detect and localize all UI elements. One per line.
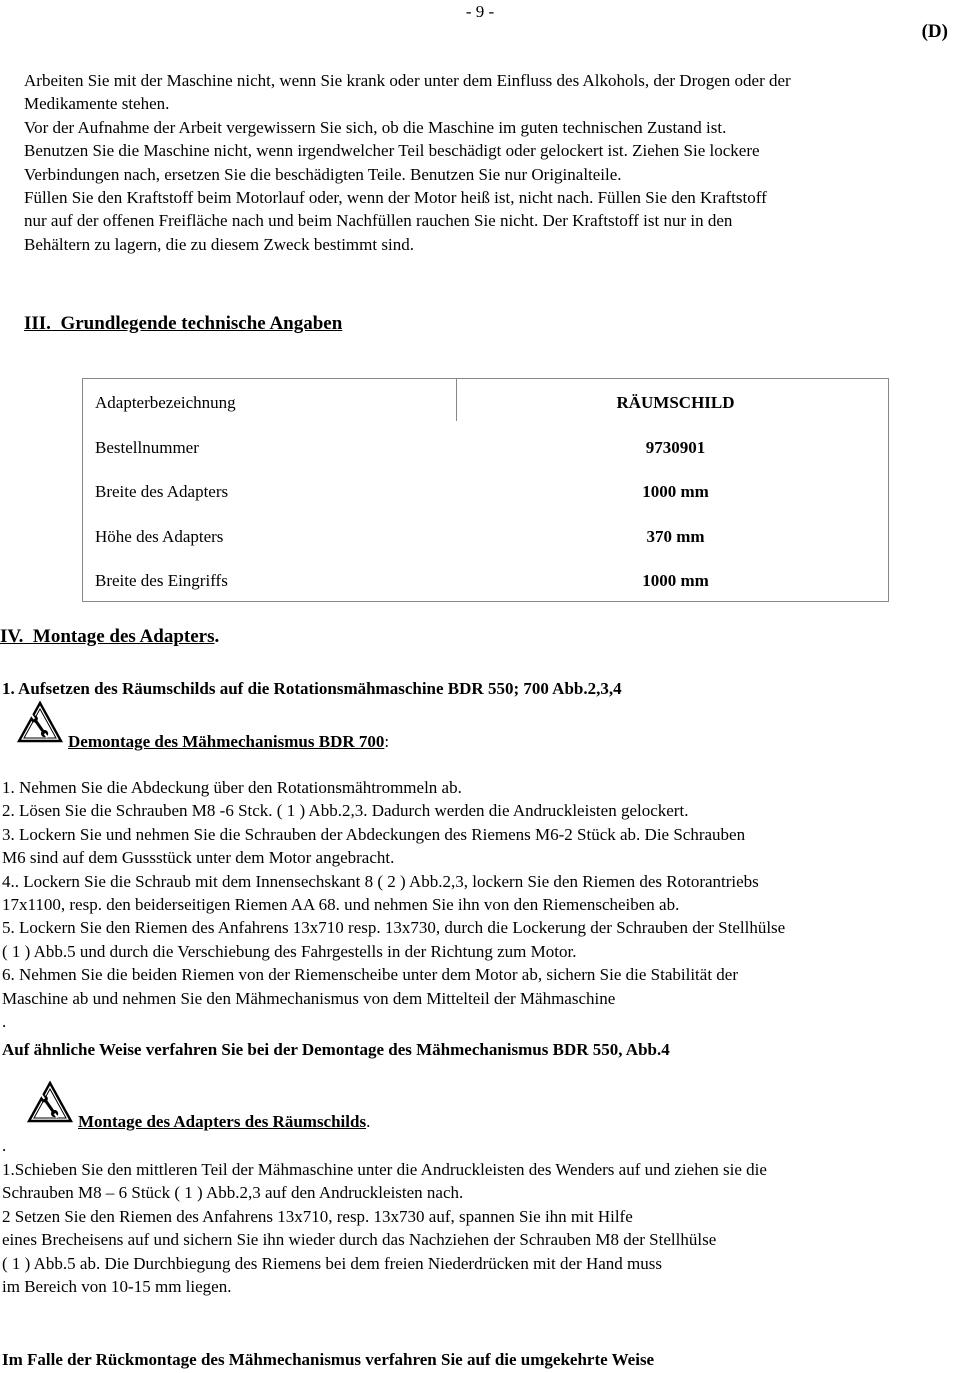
spec-value: 9730901: [645, 438, 706, 457]
step-line: 4.. Lockern Sie die Schraub mit dem Innensechskant 8 ( 2 ) Abb.2,3, lockern Sie den Riemen des Rotorantriebs: [2, 871, 759, 891]
step-line: eines Brecheisens auf und sichern Sie ihn wieder durch das Nachziehen der Schrauben M8 der Stellhülse: [2, 1230, 717, 1250]
spec-label: Adapterbezeichnung: [95, 393, 236, 412]
stray-dot: .: [2, 1136, 7, 1155]
step-line: Maschine ab und nehmen Sie den Mähmechanismus von dem Mittelteil der Mähmaschine: [2, 988, 616, 1008]
spec-value: 1000 mm: [642, 482, 709, 501]
warning-wrench-icon: [16, 700, 64, 750]
section-iv-suffix: .: [214, 626, 220, 647]
spec-row: [83, 468, 888, 512]
spec-value: RÄUMSCHILD: [616, 393, 735, 412]
step-line: 2 Setzen Sie den Riemen des Anfahrens 13x710, resp. 13x730 auf, spannen Sie ihn mit Hilfe: [2, 1206, 633, 1226]
section-iv-title: Montage des Adapters: [32, 626, 215, 647]
step-line: ( 1 ) Abb.5 und durch die Verschiebung des Fahrgestells in der Richtung zum Motor.: [2, 941, 577, 961]
step-line: 3. Lockern Sie und nehmen Sie die Schrauben der Abdeckungen des Riemens M6-2 Stück ab. Die Schrauben: [2, 824, 746, 844]
subsection-2-steps: [2, 1158, 956, 1298]
spec-table: [82, 378, 889, 602]
subsection-1-warning-title: [68, 730, 389, 753]
intro-line: Vor der Aufnahme der Arbeit vergewissern Sie sich, ob die Maschine im guten technischen Zustand ist.: [24, 117, 727, 137]
spec-label: Breite des Adapters: [95, 482, 229, 501]
warning-wrench-icon: [26, 1080, 74, 1130]
step-line: 5. Lockern Sie den Riemen des Anfahrens 13x710 resp. 13x730, durch die Lockerung der Schrauben der Stellhülse: [2, 918, 786, 938]
spec-label: Höhe des Adapters: [95, 527, 224, 546]
subsection-1-steps: [2, 776, 956, 1033]
intro-line: Behältern zu lagern, die zu diesem Zweck bestimmt sind.: [24, 234, 414, 254]
step-line: 2. Lösen Sie die Schrauben M8 -6 Stck. ( 1 ) Abb.2,3. Dadurch werden die Andruckleisten gelockert.: [2, 801, 689, 821]
warning-title-text: Demontage des Mähmechanismus BDR 700: [68, 732, 385, 751]
section-iii-heading: [24, 312, 342, 335]
spec-row: [83, 513, 888, 557]
spec-row: [83, 557, 888, 601]
spec-row: [83, 424, 888, 468]
warning-title-suffix: :: [384, 732, 390, 751]
subsection-2-warning-title: [78, 1110, 370, 1133]
final-note: Im Falle der Rückmontage des Mähmechanismus verfahren Sie auf die umgekehrte Weise: [2, 1350, 655, 1369]
step-line: M6 sind auf dem Gussstück unter dem Motor angebracht.: [2, 848, 395, 868]
step-line: Schrauben M8 – 6 Stück ( 1 ) Abb.2,3 auf den Andruckleisten nach.: [2, 1183, 464, 1203]
subsection-1-heading: 1. Aufsetzen des Räumschilds auf die Rotationsmähmaschine BDR 550; 700 Abb.2,3,4: [2, 679, 622, 698]
spec-label: Breite des Eingriffs: [95, 571, 228, 590]
intro-line: Benutzen Sie die Maschine nicht, wenn irgendwelcher Teil beschädigt oder gelockert ist. Ziehen Sie lockere: [24, 141, 760, 161]
section-iii-number: III.: [24, 313, 51, 334]
spec-value: 370 mm: [646, 527, 705, 546]
step-line: 6. Nehmen Sie die beiden Riemen von der Riemenscheibe unter dem Motor ab, sichern Sie die Stabilität der: [2, 965, 738, 985]
step-line: 1. Nehmen Sie die Abdeckung über den Rotationsmähtrommeln ab.: [2, 778, 462, 797]
intro-line: Füllen Sie den Kraftstoff beim Motorlauf oder, wenn der Motor heiß ist, nicht nach. Füllen Sie den Kraftstoff: [24, 188, 767, 208]
step-line: im Bereich von 10-15 mm liegen.: [2, 1277, 232, 1297]
step-line: 17x1100, resp. den beiderseitigen Riemen AA 68. und nehmen Sie ihn von den Riemenscheiben ab.: [2, 895, 680, 915]
step-line: 1.Schieben Sie den mittleren Teil der Mähmaschine unter die Andruckleisten des Wenders auf und ziehen sie die: [2, 1160, 767, 1179]
intro-line: Arbeiten Sie mit der Maschine nicht, wenn Sie krank oder unter dem Einfluss des Alkohols, der Drogen oder der: [24, 71, 791, 90]
page-number: - 9 -: [465, 2, 495, 21]
intro-line: nur auf der offenen Freifläche nach und beim Nachfüllen rauchen Sie nicht. Der Kraftstoff ist nur in den: [24, 211, 733, 231]
spec-value: 1000 mm: [642, 571, 709, 590]
spec-divider: [456, 379, 457, 421]
spec-row: [83, 379, 888, 423]
language-marker: (D): [921, 21, 948, 42]
warning-title-suffix: .: [366, 1112, 371, 1131]
spec-label: Bestellnummer: [95, 438, 199, 457]
intro-text: [24, 69, 956, 256]
intro-line: Medikamente stehen.: [24, 94, 170, 114]
section-iv-number: IV.: [0, 626, 24, 647]
intro-line: Verbindungen nach, ersetzen Sie die beschädigten Teile. Benutzen Sie nur Originalteile.: [24, 164, 622, 184]
step-line: .: [2, 1012, 7, 1032]
section-iii-title: Grundlegende technische Angaben: [60, 313, 343, 334]
step-line: ( 1 ) Abb.5 ab. Die Durchbiegung des Riemens bei dem freien Niederdrücken mit der Hand muss: [2, 1253, 662, 1273]
warning-title-text: Montage des Adapters des Räumschilds: [78, 1112, 367, 1131]
section-iv-heading: [0, 625, 219, 648]
demontage-note: Auf ähnliche Weise verfahren Sie bei der Demontage des Mähmechanismus BDR 550, Abb.4: [2, 1040, 670, 1059]
